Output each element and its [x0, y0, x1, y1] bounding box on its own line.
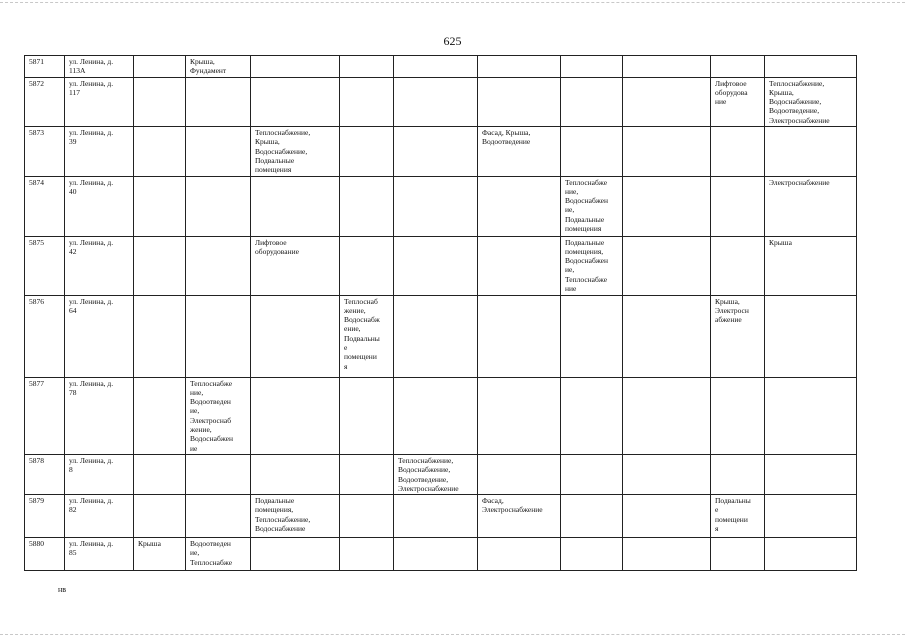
work-type-cell: [623, 495, 711, 538]
work-type-cell: [186, 176, 251, 236]
work-type-cell: Теплоснабжение, Крыша, Водоснабжение, Подвальные помещения: [251, 127, 340, 176]
row-number-cell: 5877: [25, 377, 65, 454]
work-type-cell: [765, 454, 857, 494]
table-row: [25, 538, 857, 571]
row-number-cell: 5880: [25, 538, 65, 571]
work-type-cell: Теплоснаб жение, Водоснабж ение, Подвальны е помещени я: [340, 295, 394, 377]
work-type-cell: [623, 56, 711, 78]
work-type-cell: [186, 77, 251, 126]
work-type-cell: Теплоснабжение, Водоснабжение, Водоотведение, Электроснабжение: [394, 454, 478, 494]
work-type-cell: [340, 377, 394, 454]
work-type-cell: Теплоснабжение, Крыша, Водоснабжение, Водоотведение, Электроснабжение: [765, 77, 857, 126]
work-type-cell: [134, 295, 186, 377]
work-type-cell: [478, 295, 561, 377]
address-cell: ул. Ленина, д. 8: [65, 454, 134, 494]
work-type-cell: [340, 176, 394, 236]
work-type-cell: Лифтовое оборудова ние: [711, 77, 765, 126]
work-type-cell: [251, 77, 340, 126]
work-type-cell: [711, 236, 765, 295]
row-number-cell: 5874: [25, 176, 65, 236]
work-type-cell: [394, 176, 478, 236]
table-row: [25, 295, 857, 377]
work-type-cell: [765, 538, 857, 571]
work-type-cell: [561, 538, 623, 571]
row-number-cell: 5876: [25, 295, 65, 377]
work-type-cell: [340, 127, 394, 176]
table-row: [25, 127, 857, 176]
work-type-cell: [134, 56, 186, 78]
work-type-cell: [765, 295, 857, 377]
work-type-cell: [394, 127, 478, 176]
work-type-cell: [561, 295, 623, 377]
work-type-cell: [394, 295, 478, 377]
work-type-cell: [186, 236, 251, 295]
repair-schedule-table: [24, 55, 857, 571]
table-row: [25, 454, 857, 494]
work-type-cell: [394, 56, 478, 78]
work-type-cell: [765, 127, 857, 176]
work-type-cell: [251, 538, 340, 571]
scan-top-edge: [0, 2, 905, 5]
work-type-cell: [186, 127, 251, 176]
page-number: 625: [443, 34, 462, 48]
work-type-cell: [134, 454, 186, 494]
work-type-cell: [623, 295, 711, 377]
table-row: [25, 56, 857, 78]
address-cell: ул. Ленина, д. 78: [65, 377, 134, 454]
work-type-cell: [478, 56, 561, 78]
work-type-cell: Фасад, Электроснабжение: [478, 495, 561, 538]
work-type-cell: [134, 176, 186, 236]
work-type-cell: Подвальные помещения, Водоснабжен ие, Теплоснабже ние: [561, 236, 623, 295]
work-type-cell: Водоотведен ие, Теплоснабже: [186, 538, 251, 571]
work-type-cell: [623, 176, 711, 236]
work-type-cell: [765, 56, 857, 78]
work-type-cell: Крыша: [134, 538, 186, 571]
row-number-cell: 5878: [25, 454, 65, 494]
work-type-cell: [561, 454, 623, 494]
work-type-cell: [561, 377, 623, 454]
work-type-cell: [623, 538, 711, 571]
footer-note: нв: [58, 585, 67, 594]
work-type-cell: Теплоснабже ние, Водоснабжен ие, Подвальные помещения: [561, 176, 623, 236]
work-type-cell: [623, 377, 711, 454]
work-type-cell: [623, 454, 711, 494]
work-type-cell: [394, 538, 478, 571]
work-type-cell: [251, 295, 340, 377]
work-type-cell: Электроснабжение: [765, 176, 857, 236]
work-type-cell: [340, 56, 394, 78]
work-type-cell: [478, 454, 561, 494]
work-type-cell: Крыша, Фундамент: [186, 56, 251, 78]
work-type-cell: [134, 127, 186, 176]
work-type-cell: [251, 176, 340, 236]
work-type-cell: [340, 495, 394, 538]
work-type-cell: [711, 454, 765, 494]
work-type-cell: [561, 495, 623, 538]
table-row: [25, 495, 857, 538]
work-type-cell: [340, 236, 394, 295]
work-type-cell: [186, 454, 251, 494]
work-type-cell: [711, 377, 765, 454]
work-type-cell: [134, 77, 186, 126]
work-type-cell: Крыша, Электросн абжение: [711, 295, 765, 377]
address-cell: ул. Ленина, д. 64: [65, 295, 134, 377]
work-type-cell: [711, 538, 765, 571]
work-type-cell: [134, 377, 186, 454]
work-type-cell: [251, 377, 340, 454]
table-row: [25, 77, 857, 126]
row-number-cell: 5873: [25, 127, 65, 176]
row-number-cell: 5879: [25, 495, 65, 538]
work-type-cell: [711, 176, 765, 236]
work-type-cell: Фасад, Крыша, Водоотведение: [478, 127, 561, 176]
work-type-cell: [394, 377, 478, 454]
work-type-cell: Лифтовое оборудование: [251, 236, 340, 295]
work-type-cell: [478, 176, 561, 236]
work-type-cell: [623, 77, 711, 126]
address-cell: ул. Ленина, д. 42: [65, 236, 134, 295]
work-type-cell: [186, 295, 251, 377]
address-cell: ул. Ленина, д. 39: [65, 127, 134, 176]
table-row: [25, 377, 857, 454]
row-number-cell: 5871: [25, 56, 65, 78]
work-type-cell: [478, 538, 561, 571]
work-type-cell: [478, 236, 561, 295]
work-type-cell: [394, 77, 478, 126]
work-type-cell: Подвальные помещения, Теплоснабжение, Водоснабжение: [251, 495, 340, 538]
work-type-cell: [340, 454, 394, 494]
work-type-cell: Теплоснабже ние, Водоотведен ие, Электроснаб жение, Водоснабжен ие: [186, 377, 251, 454]
work-type-cell: [765, 377, 857, 454]
work-type-cell: [561, 77, 623, 126]
scan-bottom-edge: [0, 634, 905, 637]
work-type-cell: [394, 495, 478, 538]
work-type-cell: [251, 454, 340, 494]
address-cell: ул. Ленина, д. 85: [65, 538, 134, 571]
work-type-cell: Подвальны е помещени я: [711, 495, 765, 538]
work-type-cell: [186, 495, 251, 538]
work-type-cell: [561, 56, 623, 78]
work-type-cell: [711, 56, 765, 78]
table-row: [25, 176, 857, 236]
work-type-cell: [623, 127, 711, 176]
work-type-cell: [340, 77, 394, 126]
address-cell: ул. Ленина, д. 113А: [65, 56, 134, 78]
work-type-cell: Крыша: [765, 236, 857, 295]
work-type-cell: [623, 236, 711, 295]
row-number-cell: 5875: [25, 236, 65, 295]
work-type-cell: [711, 127, 765, 176]
address-cell: ул. Ленина, д. 117: [65, 77, 134, 126]
work-type-cell: [478, 377, 561, 454]
work-type-cell: [765, 495, 857, 538]
work-type-cell: [251, 56, 340, 78]
work-type-cell: [134, 236, 186, 295]
row-number-cell: 5872: [25, 77, 65, 126]
address-cell: ул. Ленина, д. 82: [65, 495, 134, 538]
work-type-cell: [478, 77, 561, 126]
work-type-cell: [561, 127, 623, 176]
address-cell: ул. Ленина, д. 40: [65, 176, 134, 236]
work-type-cell: [134, 495, 186, 538]
work-type-cell: [340, 538, 394, 571]
table-row: [25, 236, 857, 295]
work-type-cell: [394, 236, 478, 295]
